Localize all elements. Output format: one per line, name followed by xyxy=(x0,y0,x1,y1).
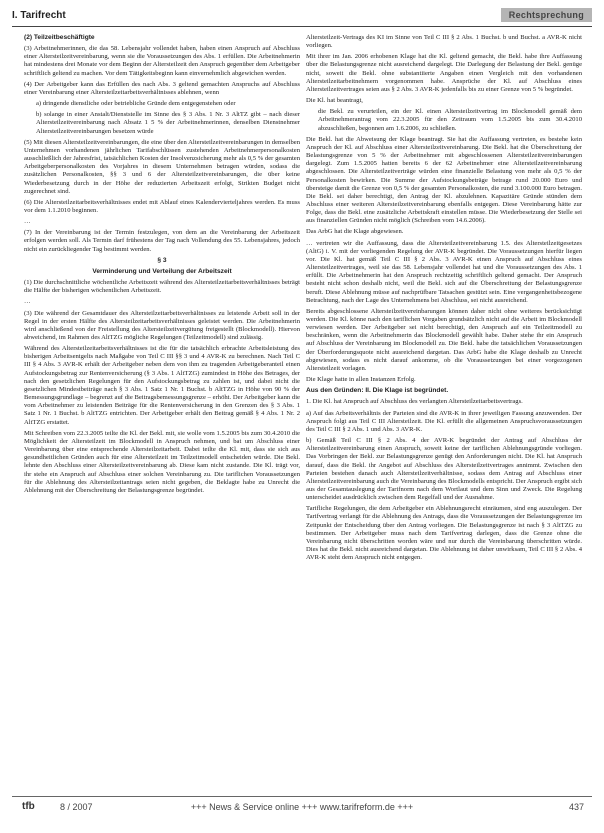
right-column xyxy=(306,34,582,565)
issue-number: 8 / 2007 xyxy=(60,802,93,812)
paragraph: Tarifliche Regelungen, die dem Arbeitgeber ein Ablehnungsrecht einräumen, sind eng auszulegen. Der Tarifvertrag verlangt für die Ablehnung des Antrags, dass die Voraussetzungen der Belastungsgrenze im Zeitpunkt der Entscheidung über den Antrag vorliegen. Die Belastungsgrenze ist nach § 3 AltTZG zu bestimmen. Der Arbeitgeber muss nach dem Tarifvertrag darlegen, dass die Grenze ohne die Vereinbarung nicht überschritten worden wäre und nur durch die Vereinbarung überschritten würde. Dies hat die Bekl. nicht ausreichend dargetan. Die Ablehnung ist daher unwirksam, Teil C III § 2 Abs. 4 AVR-K steht dem Anspruch nicht entgegen. xyxy=(306,505,582,562)
paragraph: Mit ihrer im Jan. 2006 erhobenen Klage hat die Kl. geltend gemacht, die Bekl. habe ihre Auffassung über die Belastungsgrenze nicht ausreichend dargelegt. Die Darlegung der Belastung der Bekl. genüge nicht, soweit die Bekl. ohne substantiierte Angaben einen Vergleich mit den vorhandenen Altersteilzeitarbeitnehmern vorgenommen habe. Ansprüche der Kl. auf Abschluss eines Altersteilzeitvertrages seien aus § 2 Abs. 3 AVR-K jedenfalls bis zu einer Grenze von 5 % begründet. xyxy=(306,53,582,93)
paragraph: (3) Arbeitnehmerinnen, die das 58. Lebensjahr vollendet haben, haben einen Anspruch auf Abschluss einer Altersteilzeitvereinbarung, wenn sie die Voraussetzungen des Abs. 1 erfüllen. Die Arbeitnehmerin hat mindestens drei Monate vor dem Beginn der Altersteilzeit den Anspruch gegenüber dem Arbeitgeber schriftlich geltend zu machen. Vor dem Tätigkeitsbeginn kann einvernehmlich abgewichen werden. xyxy=(24,45,300,77)
paragraph: … vertreten wir die Auffassung, dass die Altersteilzeitvereinbarung 1.5. des Altersteilzeitgesetzes (AltG) i. V. mit der vorliegenden Regelung der AVR-K begründet. Die Voraussetzungen hierfür liegen vor. Die Kl. hat gemäß Teil C III § 2 Abs. 3 AVR-K einen Anspruch auf Abschluss eines Altersteilzeitvertrages, weil sie das 58. Lebensjahr vollendet hat und die Voraussetzungen des Abs. 1 erfüllt. Die Arbeitnehmerin hat den Anspruch rechtzeitig schriftlich geltend gemacht. Der Anspruch besteht nicht schon deshalb nicht, weil die Bekl. sich auf die Überschreitung der Belastungsgrenze beruft. Diese Ablehnung müsse auf nachprüfbare Tatsachen gestützt sein. Eine vergangenheitsbezogene Betrachtung, nach der Lage des Unternehmens bei Abschluss, sei nicht ausreichend. xyxy=(306,239,582,304)
paragraph: Bereits abgeschlossene Altersteilzeitvereinbarungen können daher nicht ohne weiteres berücksichtigt werden. Die Kl. könne nach den tariflichen Vorgaben grundsätzlich nicht auf die Arbeit im Blockmodell verwiesen werden. Der Arbeitgeber sei nicht berechtigt, den Anspruch auf ein Teilzeitmodell zu beschränken, wenn die Arbeitnehmerin das Blockmodell gewählt habe. Daher stehe ihr ein Anspruch auf Abschluss der Vereinbarung im Blockmodell zu. Die Bekl. habe die tatsächlichen Voraussetzungen der Überforderungsquote nicht ausreichend dargetan. Das ArbG habe die Klage deshalb zu Unrecht abgewiesen, sodass es nicht darauf ankomme, ob die Voraussetzungen bei einer vorgezogenen Altersteilzeit vorlagen. xyxy=(306,307,582,372)
paragraph: Die Kl. hat beantragt, xyxy=(306,97,363,105)
paragraph: (3) Die während der Gesamtdauer des Altersteilzeitarbeitsverhältnisses zu leistende Arbeit soll in der Regel in der ersten Hälfte des Altersteilzeitarbeitsverhältnisses geleistet werden. Die Arbeitnehmerin wird anschließend von der Freistellung des Altersteilzeitvergütung freigestellt (Blockmodell). Hiervon abweichend, im Rahmen des AltTZG mögliche Regelungen (Teilzeitmodell) sind zulässig. xyxy=(24,309,300,341)
paragraph: (7) In der Vereinbarung ist der Termin festzulegen, von dem an die Vereinbarung der Arbeitszeit erfolgen werden soll. Als Termin darf frühestens der Tag nach Vollendung des 55. Lebensjahres, jedoch nicht ein zurückliegender Tag bestimmt werden. xyxy=(24,229,300,253)
footer-divider xyxy=(12,796,592,797)
paragraph: 1. Die Kl. hat Anspruch auf Abschluss des verlangten Altersteilzeitarbeitsvertrags. xyxy=(306,398,523,406)
paragraph: b) Gemäß Teil C III § 2 Abs. 4 der AVR-K begründet der Antrag auf Abschluss der Altersteilzeitvereinbarung einen Anspruch, soweit keine der tariflichen Ablehnungsgründe vorliegen. Das Vorbringen der Bekl. zur Belastungsgrenze genügt den Anforderungen nicht. Die Kl. hat Anspruch darauf, dass die Bekl. ihr Angebot auf Abschluss des Altersteilzeitvertrages annimmt. Zwischen den Parteien bestehen danach auch Altersteilzeitverhältnisse, sodass dem Antrag auf Abschluss einer Altersteilzeitvereinbarung auch die Vereinbarung des Blockmodells entspricht. Der Anspruch ergibt sich aus der Gesamtauslegung der Tarifnorm nach dem Wortlaut und dem Sinn und Zweck. Die Regelung unterscheidet ausdrücklich zwischen dem Regelfall und der Ausnahme. xyxy=(306,437,582,502)
section-badge: Rechtsprechung xyxy=(501,8,592,22)
paragraph: (6) Die Altersteilzeitarbeitsverhältnisses endet mit Ablauf eines Kalendervierteljahres werden. Es muss vor dem 1.1.2010 beginnen. xyxy=(24,198,300,214)
paragraph: (4) Der Arbeitgeber kann das Erfüllen des nach Abs. 3 geltend gemachten Anspruchs auf Abschluss einer Vereinbarung einer Altersteilzeitarbeitsverhältnisses ablehnen, wenn xyxy=(24,80,300,96)
paragraph: Die Klage hatte in allen Instanzen Erfolg. xyxy=(306,376,416,384)
paragraph: (1) Die durchschnittliche wöchentliche Arbeitszeit während des Altersteilzeitarbeitsverhältnisses beträgt die Hälfte der bisherigen wöchentlichen Arbeitszeit. xyxy=(24,279,300,295)
ellipsis: … xyxy=(24,298,31,306)
grounds-heading: Aus den Gründen: II. Die Klage ist begründet. xyxy=(306,387,449,395)
list-item: a) dringende dienstliche oder betriebliche Gründe dem entgegenstehen oder xyxy=(36,100,236,108)
paragraph: Die Bekl. hat die Abweisung der Klage beantragt. Sie hat die Auffassung vertreten, es bestehe kein Anspruch der Kl. auf Abschluss einer Altersteilzeitvereinbarung. Die Bekl. hat die Überschreitung der Belastungsgrenze von 5 % der Arbeitnehmer mit abgeschlossenen Altersteilzeitvereinbarungen dargelegt. Zum 1.5.2005 hatten bereits 6 der 62 Arbeitnehmer eine Altersteilzeitvereinbarung abgeschlossen. Die Altersteilzeitverträge würden eine finanzielle Belastung von mehr als 0,5 % der Personalkosten bewirken. Die Summe der Aufstockungsbeträge betrage rund 20.000 Euro und übersteige damit die Grenze von 0,5 % der gesamten Personalkosten, die rund 3.100.000 Euro betragen. Die Bekl. sei daher berechtigt, den Antrag der Kl. abzulehnen. Kapazitäre Gründe stünden dem Abschluss einer weiteren Altersteilzeitvereinbarung ebenfalls entgegen. Diese Vereinbarung hätte zur Folge, dass die Bekl. eine zusätzliche Arbeitskraft einstellen müsse. Die Wiederbesetzung der Stelle sei aus finanziellen Gründen nicht möglich (Schreiben vom 14.6.2006). xyxy=(306,135,582,225)
left-column xyxy=(24,34,300,498)
section-number: § 3 xyxy=(157,256,167,264)
claim-text: die Bekl. zu verurteilen, ein der Kl. einen Altersteilzeitvertrag im Blockmodell gemäß dem Arbeitnehmerantrag vom 22.3.2005 für den Zeitraum vom 1.5.2005 bis zum 30.4.2010 abzuschließen, begonnen am 1.6.2006, zu schließen. xyxy=(318,108,582,132)
page-footer xyxy=(12,801,592,815)
paragraph: Während des Altersteilzeitarbeitsverhältnisses ist die für die tatsächlich erbrachte Arbeitsleistung des bisherigen Arbeitsentgelts nach Maßgabe von Teil C III §§ 3 und 4 AVR-K zu berechnen. Nach Teil C III § 4 Abs. 3 AVR-K erhält der Arbeitgeber neben dem von ihm zu tragenden Arbeitgeberanteil einen Aufstockungsbetrag zur Rentenversicherung (§ 3 Abs. 1 AltTZG) zumindest in Höhe des Betrages, der nach den gesetzlichen Regelungen für den Aufstockungsbetrag zu zahlen ist, und dabei nicht die gesetzlichen Mindestbeiträge nach § 3 Abs. 1 Satz 1 Nr. 1 Buchst. b AltTZG in Höhe von 90 % der Bemessungsgrundlage – begrenzt auf die Beitragsbemessungsgrenze – erhöht. Der Arbeitgeber kann die vom Arbeitnehmer zu leistenden Beiträge für die Rentenversicherung in den Grenzen des § 3 Abs. 1 Satz 1 Nr. 1 Buchst. b AltTZG entrichten. Der Arbeitgeber erhält den Beitrag gemäß § 4 Abs. 1 Nr. 2 AltTZG erstattet. xyxy=(24,345,300,426)
paragraph: Mit Schreiben vom 22.3.2005 teilte die Kl. der Bekl. mit, sie wolle vom 1.5.2005 bis zum 30.4.2010 die Möglichkeit der Altersteilzeit im Blockmodell in Anspruch nehmen, und bat um Abschluss einer Vereinbarung über eine entsprechende Altersteilzeitarbeit. Dabei teilte die Kl. mit, dass sie sich aus gesundheitlichen Gründen auch für eine Altersteilzeit im Teilzeitmodell entscheiden würde. Die Bekl. lehnte den Abschluss einer Altersteilzeitvereinbarung ab. Diese kam nicht zustande. Die Kl. trägt vor, ihr stehe ein Anspruch auf Abschluss einer solchen Vereinbarung zu. Die tariflichen Voraussetzungen für die Ablehnung des Altersteilzeitantrags seien nicht gegeben, die Beklagte habe zu Unrecht die Ablehnung mit der Überschreitung der Belastungsgrenze begründet. xyxy=(24,429,300,494)
ellipsis: … xyxy=(24,218,31,226)
section-title: I. Tarifrecht xyxy=(12,10,66,21)
header-divider xyxy=(12,26,592,27)
paragraph: Altersteilzeit-Vertrags des KI im Sinne von Teil C III § 2 Abs. 1 Buchst. b und Buchst. a AVR-K nicht vorliegen. xyxy=(306,34,582,50)
paragraph: (2) Teilzeitbeschäftigte xyxy=(24,34,95,41)
paragraph: (5) Mit diesen Altersteilzeitvereinbarungen, die eine über den Altersteilzeitvereinbarungen in demselben Unternehmen vorhandenen jährlichen Tarifabschlüssen zustehenden Arbeitnehmerpersonalkosten ausschließlich der Jahresfrist, tatsächlichen Kosten der Insolvenzsicherung mehr als 0,5 % der gesamten Arbeitgeberpersonalkosten des Vorjahres in diesem Unternehmen betragen würden, sodass die zusätzlichen Personalkosten, §§ 3 und 6 der Altersteilzeitvereinbarungen, die über keine Wiederbesetzung durch in der Höhe der reduzierten Arbeitszeit erfolgt, Strikten Budget nicht zugerechnet sind. xyxy=(24,138,300,195)
section-heading: Verminderung und Verteilung der Arbeitszeit xyxy=(92,267,232,275)
publication-logo: tfb xyxy=(22,801,35,812)
paragraph: Das ArbG hat die Klage abgewiesen. xyxy=(306,228,404,236)
list-item: b) solange in einer Anstalt/Dienststelle im Sinne des § 3 Abs. 1 Nr. 3 AltTZ gibt – nach dieser Altersteilzeitvereinbarung nach Absatz 1 5 % der Arbeitnehmerinnen, denselben Dienstnehmer Altersteilzeitvereinbarungen besetzen würde xyxy=(36,111,300,135)
page-number: 437 xyxy=(568,802,584,812)
paragraph: a) Auf das Arbeitsverhältnis der Parteien sind die AVR-K in ihrer jeweiligen Fassung anzuwenden. Der Anspruch folgt aus Teil C III Altersteilzeit. Die Kl. erfüllt die allgemeinen Anspruchsvoraussetzungen des Teil C III § 2 Abs. 1 und Abs. 3 AVR-K. xyxy=(306,409,582,433)
page-header xyxy=(12,10,592,26)
footer-tagline: +++ News & Service online +++ www.tarifreform.de +++ xyxy=(190,802,414,812)
